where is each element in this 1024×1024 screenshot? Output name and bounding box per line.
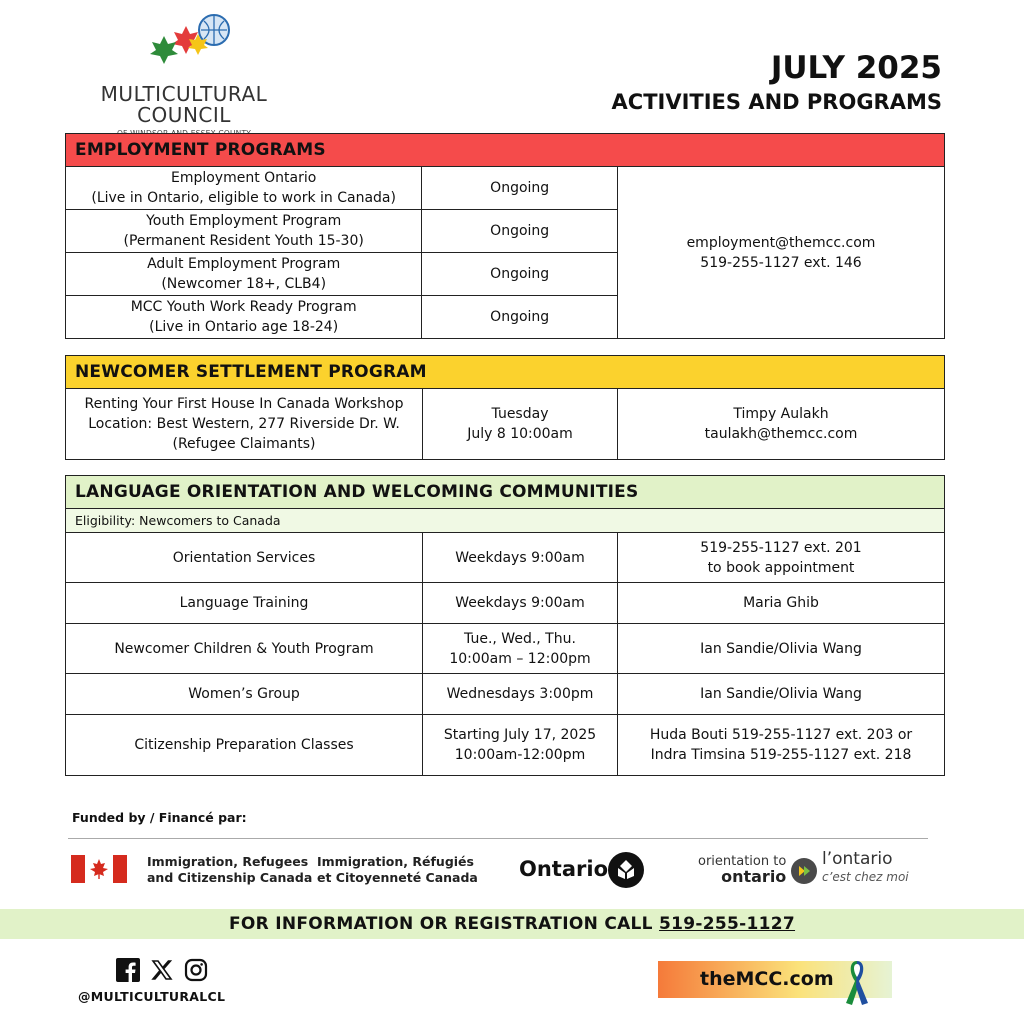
- table-row: [66, 389, 944, 459]
- program-detail: (Newcomer 18+, CLB4): [161, 276, 327, 292]
- header-month: JULY 2025: [770, 50, 942, 86]
- program-cell: [66, 389, 423, 459]
- registration-banner: [0, 909, 1024, 939]
- instagram-icon[interactable]: [184, 958, 208, 982]
- program-location: Location: Best Western, 277 Riverside Dr. W.: [88, 416, 400, 432]
- program-cell: [66, 296, 422, 338]
- employment-programs-table: [65, 133, 945, 339]
- contact-email[interactable]: taulakh@themcc.com: [704, 426, 858, 442]
- awareness-ribbon-icon: [842, 957, 872, 1007]
- contact-cell: [618, 533, 944, 582]
- social-links: [116, 958, 208, 982]
- employment-phone: 519-255-1127 ext. 146: [700, 254, 862, 271]
- program-name: Employment Ontario: [170, 170, 317, 186]
- employment-heading: EMPLOYMENT PROGRAMS: [66, 134, 944, 167]
- table-row: [66, 583, 944, 624]
- ircc-name-fr: [317, 854, 478, 886]
- org-name-line1: MULTICULTURAL: [100, 82, 268, 106]
- canada-flag-icon: [71, 855, 127, 883]
- schedule-cell: Ongoing: [490, 223, 550, 239]
- schedule-cell: [423, 389, 618, 459]
- org-name-line2: COUNCIL: [137, 103, 231, 127]
- program-name: Youth Employment Program: [146, 213, 342, 229]
- contact-line: Maria Ghib: [743, 595, 819, 611]
- schedule-line: Tue., Wed., Thu.: [464, 630, 576, 647]
- program-detail: (Refugee Claimants): [172, 436, 316, 452]
- schedule-line: Wednesdays 3:00pm: [446, 686, 594, 702]
- lont-line: l’ontario: [822, 849, 893, 869]
- settlement-program-table: [65, 355, 945, 460]
- funded-by-label: Funded by / Financé par:: [72, 810, 247, 825]
- program-name: Renting Your First House In Canada Workshop: [84, 396, 404, 412]
- mcc-logo: [84, 12, 284, 130]
- ircc-fr-line: Immigration, Réfugiés: [317, 854, 474, 869]
- org-name: [84, 84, 284, 126]
- table-row: [66, 210, 617, 253]
- schedule-cell: Ongoing: [490, 180, 550, 196]
- employment-contact: [618, 167, 944, 338]
- contact-cell: [618, 389, 944, 459]
- contact-cell: [618, 674, 944, 714]
- program-cell: [66, 253, 422, 295]
- language-orientation-table: [65, 475, 945, 776]
- schedule-cell: [423, 715, 618, 775]
- contact-cell: [618, 715, 944, 775]
- oto-line: orientation to: [698, 854, 787, 869]
- table-row: [66, 533, 944, 583]
- program-name: Language Training: [66, 583, 423, 623]
- contact-line: Huda Bouti 519-255-1127 ext. 203 or: [649, 727, 913, 743]
- program-cell: [66, 210, 422, 252]
- schedule-line: 10:00am-12:00pm: [454, 747, 586, 763]
- ircc-en-line: Immigration, Refugees: [147, 854, 309, 869]
- table-row: [66, 674, 944, 715]
- schedule-cell: [423, 583, 618, 623]
- arrow-dot-icon: [791, 858, 817, 884]
- program-name: Women’s Group: [66, 674, 423, 714]
- facebook-icon[interactable]: [116, 958, 140, 982]
- schedule-line: Weekdays 9:00am: [455, 549, 585, 566]
- divider: [68, 838, 928, 839]
- schedule-line: 10:00am – 12:00pm: [449, 650, 591, 667]
- schedule-cell: [423, 533, 618, 582]
- trillium-icon: [608, 852, 644, 888]
- header-title: ACTIVITIES AND PROGRAMS: [611, 90, 942, 114]
- lontario-logo: [822, 850, 909, 886]
- program-name: Citizenship Preparation Classes: [66, 715, 423, 775]
- contact-name: Timpy Aulakh: [733, 406, 829, 422]
- schedule-time: July 8 10:00am: [467, 426, 573, 442]
- table-row: [66, 624, 944, 674]
- eligibility-note: Eligibility: Newcomers to Canada: [66, 509, 944, 533]
- program-name: Orientation Services: [66, 533, 423, 582]
- program-name: MCC Youth Work Ready Program: [130, 299, 357, 315]
- table-row: [66, 715, 944, 775]
- table-row: [66, 296, 617, 338]
- website-link[interactable]: theMCC.com: [658, 961, 892, 998]
- contact-line: to book appointment: [707, 559, 855, 576]
- program-detail: (Live in Ontario age 18-24): [149, 319, 339, 335]
- lont-tagline: c’est chez moi: [822, 870, 909, 884]
- contact-line: Ian Sandie/Olivia Wang: [700, 640, 862, 657]
- schedule-cell: [423, 624, 618, 673]
- schedule-day: Tuesday: [491, 406, 549, 422]
- schedule-line: Starting July 17, 2025: [443, 727, 597, 743]
- table-row: [66, 167, 617, 210]
- ircc-fr-line: et Citoyenneté Canada: [317, 870, 478, 885]
- ontario-logo-text: Ontario: [519, 857, 608, 881]
- language-heading: LANGUAGE ORIENTATION AND WELCOMING COMMUNITIES: [66, 476, 944, 509]
- maple-leaf-globe-icon: [146, 12, 236, 72]
- contact-line: 519-255-1127 ext. 201: [700, 539, 862, 556]
- employment-email[interactable]: employment@themcc.com: [686, 234, 876, 251]
- registration-text: FOR INFORMATION OR REGISTRATION CALL: [228, 914, 660, 934]
- contact-cell: [618, 583, 944, 623]
- program-name: Newcomer Children & Youth Program: [66, 624, 423, 673]
- ircc-name-en: [147, 854, 312, 886]
- program-detail: (Live in Ontario, eligible to work in Canada): [91, 190, 396, 206]
- social-handle: @MULTICULTURALCL: [78, 989, 226, 1004]
- program-detail: (Permanent Resident Youth 15-30): [123, 233, 364, 249]
- settlement-heading: NEWCOMER SETTLEMENT PROGRAM: [66, 356, 944, 389]
- program-cell: [66, 167, 422, 209]
- orientation-to-ontario-logo: [698, 854, 786, 886]
- schedule-cell: [423, 674, 618, 714]
- ircc-en-line: and Citizenship Canada: [147, 870, 313, 885]
- program-name: Adult Employment Program: [147, 256, 341, 272]
- registration-phone[interactable]: 519-255-1127: [659, 914, 796, 934]
- schedule-line: Weekdays 9:00am: [455, 595, 585, 611]
- contact-line: Ian Sandie/Olivia Wang: [700, 686, 862, 702]
- schedule-cell: Ongoing: [490, 266, 550, 282]
- table-row: [66, 253, 617, 296]
- oto-line: ontario: [721, 867, 787, 886]
- x-icon[interactable]: [150, 958, 174, 982]
- schedule-cell: Ongoing: [490, 309, 550, 325]
- contact-cell: [618, 624, 944, 673]
- contact-line: Indra Timsina 519-255-1127 ext. 218: [650, 747, 912, 763]
